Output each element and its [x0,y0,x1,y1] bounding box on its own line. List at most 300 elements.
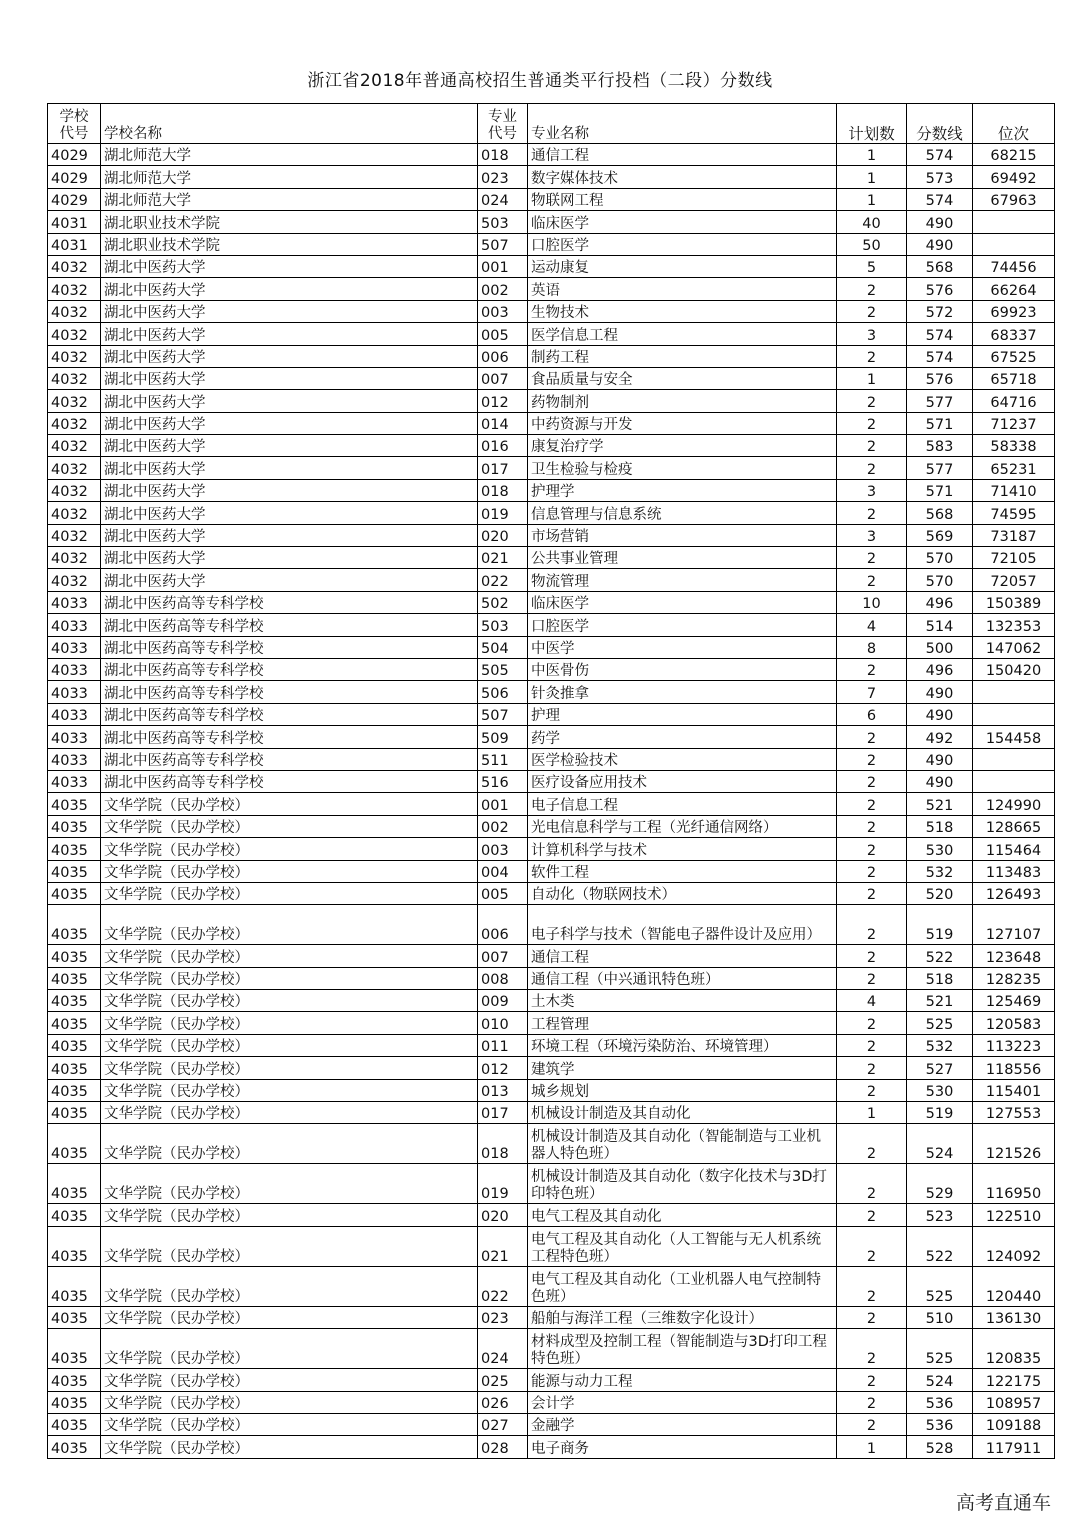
table-row [48,1057,1055,1079]
rank-cell: 71410 [973,479,1055,501]
major-name-cell: 电子商务 [528,1436,837,1458]
rank-cell: 124092 [973,1226,1055,1266]
major-code-cell: 006 [478,345,528,367]
major-code-cell: 027 [478,1413,528,1435]
rank-cell [973,233,1055,255]
major-name-cell: 医疗设备应用技术 [528,770,837,792]
plan-cell: 2 [837,412,907,434]
school-name-cell: 湖北中医药大学 [101,524,478,546]
major-name-cell: 光电信息科学与工程（光纤通信网络） [528,815,837,837]
major-code-cell: 024 [478,1329,528,1369]
table-row [48,569,1055,591]
plan-cell: 2 [837,882,907,904]
school-code-cell: 4035 [48,905,101,945]
major-code-cell: 022 [478,1266,528,1306]
school-code-cell: 4033 [48,658,101,680]
table-row [48,547,1055,569]
rank-cell: 154458 [973,726,1055,748]
rank-cell [973,211,1055,233]
score-cell: 527 [907,1057,973,1079]
table-row [48,323,1055,345]
table-row [48,793,1055,815]
score-cell: 518 [907,967,973,989]
school-code-cell: 4035 [48,1413,101,1435]
plan-cell: 50 [837,233,907,255]
score-cell: 525 [907,1266,973,1306]
plan-cell: 1 [837,367,907,389]
school-name-cell: 文华学院（民办学校） [101,1057,478,1079]
school-name-cell: 湖北中医药大学 [101,300,478,322]
plan-cell: 2 [837,502,907,524]
school-name-cell: 文华学院（民办学校） [101,1266,478,1306]
rank-cell: 68337 [973,323,1055,345]
school-code-cell: 4032 [48,278,101,300]
major-name-cell: 口腔医学 [528,233,837,255]
major-name-cell: 机械设计制造及其自动化 [528,1102,837,1124]
school-code-cell: 4029 [48,166,101,188]
school-name-cell: 湖北中医药大学 [101,479,478,501]
major-name-cell: 运动康复 [528,255,837,277]
table-row [48,1413,1055,1435]
major-name-cell: 中药资源与开发 [528,412,837,434]
plan-cell: 2 [837,1057,907,1079]
school-name-cell: 湖北中医药高等专科学校 [101,770,478,792]
header-rank: 位次 [973,104,1055,144]
school-code-cell: 4033 [48,726,101,748]
major-name-cell: 中医学 [528,636,837,658]
school-name-cell: 湖北师范大学 [101,144,478,166]
major-name-cell: 电子科学与技术（智能电子器件设计及应用） [528,905,837,945]
table-row [48,636,1055,658]
table-row [48,1369,1055,1391]
header-school-name: 学校名称 [101,104,478,144]
rank-cell: 122510 [973,1204,1055,1226]
table-row [48,435,1055,457]
table-row [48,882,1055,904]
plan-cell: 2 [837,860,907,882]
score-cell: 529 [907,1164,973,1204]
school-name-cell: 文华学院（民办学校） [101,990,478,1012]
major-code-cell: 017 [478,457,528,479]
school-name-cell: 文华学院（民办学校） [101,1226,478,1266]
school-name-cell: 文华学院（民办学校） [101,860,478,882]
score-cell: 514 [907,614,973,636]
score-cell: 570 [907,569,973,591]
major-name-cell: 医学检验技术 [528,748,837,770]
major-code-cell: 503 [478,211,528,233]
table-row [48,614,1055,636]
school-name-cell: 文华学院（民办学校） [101,1306,478,1328]
school-code-cell: 4029 [48,144,101,166]
school-name-cell: 湖北师范大学 [101,166,478,188]
school-name-cell: 湖北中医药大学 [101,345,478,367]
rank-cell [973,748,1055,770]
score-cell: 490 [907,681,973,703]
school-name-cell: 文华学院（民办学校） [101,1369,478,1391]
rank-cell: 127107 [973,905,1055,945]
school-name-cell: 湖北中医药大学 [101,435,478,457]
school-code-cell: 4032 [48,345,101,367]
score-cell: 532 [907,860,973,882]
school-code-cell: 4032 [48,300,101,322]
major-name-cell: 英语 [528,278,837,300]
score-cell: 568 [907,502,973,524]
major-name-cell: 软件工程 [528,860,837,882]
school-name-cell: 湖北中医药大学 [101,367,478,389]
plan-cell: 2 [837,1204,907,1226]
major-code-cell: 001 [478,255,528,277]
plan-cell: 2 [837,838,907,860]
plan-cell: 2 [837,1226,907,1266]
rank-cell: 150420 [973,658,1055,680]
major-name-cell: 船舶与海洋工程（三维数字化设计） [528,1306,837,1328]
school-code-cell: 4032 [48,524,101,546]
major-code-cell: 005 [478,323,528,345]
score-cell: 524 [907,1369,973,1391]
plan-cell: 1 [837,166,907,188]
rank-cell: 120835 [973,1329,1055,1369]
plan-cell: 2 [837,1012,907,1034]
plan-cell: 2 [837,793,907,815]
major-name-cell: 药物制剂 [528,390,837,412]
rank-cell: 115401 [973,1079,1055,1101]
score-cell: 572 [907,300,973,322]
rank-cell: 108957 [973,1391,1055,1413]
major-name-cell: 电子信息工程 [528,793,837,815]
rank-cell: 127553 [973,1102,1055,1124]
table-row [48,748,1055,770]
major-code-cell: 018 [478,1124,528,1164]
major-name-cell: 机械设计制造及其自动化（智能制造与工业机器人特色班） [528,1124,837,1164]
school-code-cell: 4035 [48,1391,101,1413]
table-row [48,591,1055,613]
rank-cell [973,681,1055,703]
major-code-cell: 002 [478,815,528,837]
major-code-cell: 007 [478,945,528,967]
table-row [48,905,1055,945]
rank-cell: 117911 [973,1436,1055,1458]
table-row [48,524,1055,546]
rank-cell: 125469 [973,990,1055,1012]
score-cell: 490 [907,211,973,233]
table-row [48,278,1055,300]
plan-cell: 2 [837,1369,907,1391]
school-code-cell: 4035 [48,882,101,904]
header-plan: 计划数 [837,104,907,144]
school-name-cell: 湖北中医药高等专科学校 [101,614,478,636]
school-name-cell: 湖北中医药大学 [101,412,478,434]
header-major-code: 专业 代号 [478,104,528,144]
major-name-cell: 材料成型及控制工程（智能制造与3D打印工程特色班） [528,1329,837,1369]
rank-cell: 122175 [973,1369,1055,1391]
major-name-cell: 机械设计制造及其自动化（数字化技术与3D打印特色班） [528,1164,837,1204]
school-code-cell: 4032 [48,457,101,479]
rank-cell: 69492 [973,166,1055,188]
table-row [48,233,1055,255]
major-code-cell: 516 [478,770,528,792]
plan-cell: 2 [837,1079,907,1101]
score-cell: 536 [907,1391,973,1413]
major-code-cell: 509 [478,726,528,748]
plan-cell: 1 [837,1102,907,1124]
score-cell: 524 [907,1124,973,1164]
rank-cell: 113483 [973,860,1055,882]
school-code-cell: 4033 [48,770,101,792]
school-code-cell: 4033 [48,681,101,703]
plan-cell: 2 [837,658,907,680]
major-name-cell: 中医骨伤 [528,658,837,680]
table-row [48,1266,1055,1306]
plan-cell: 1 [837,144,907,166]
score-cell: 490 [907,748,973,770]
table-row [48,658,1055,680]
school-code-cell: 4035 [48,1034,101,1056]
school-code-cell: 4031 [48,233,101,255]
plan-cell: 3 [837,524,907,546]
major-name-cell: 电气工程及其自动化 [528,1204,837,1226]
score-cell: 525 [907,1012,973,1034]
table-row [48,1306,1055,1328]
major-name-cell: 公共事业管理 [528,547,837,569]
major-code-cell: 003 [478,838,528,860]
score-cell: 573 [907,166,973,188]
score-cell: 510 [907,1306,973,1328]
major-code-cell: 018 [478,144,528,166]
score-cell: 490 [907,233,973,255]
score-cell: 523 [907,1204,973,1226]
major-code-cell: 502 [478,591,528,613]
table-row [48,390,1055,412]
school-name-cell: 文华学院（民办学校） [101,1204,478,1226]
plan-cell: 2 [837,1391,907,1413]
rank-cell: 150389 [973,591,1055,613]
school-code-cell: 4033 [48,591,101,613]
major-code-cell: 010 [478,1012,528,1034]
plan-cell: 5 [837,255,907,277]
rank-cell: 128235 [973,967,1055,989]
rank-cell: 115464 [973,838,1055,860]
school-name-cell: 湖北职业技术学院 [101,211,478,233]
score-cell: 577 [907,457,973,479]
major-code-cell: 024 [478,188,528,210]
table-row [48,1436,1055,1458]
score-cell: 521 [907,990,973,1012]
school-name-cell: 湖北中医药大学 [101,457,478,479]
major-code-cell: 505 [478,658,528,680]
rank-cell: 71237 [973,412,1055,434]
score-cell: 576 [907,367,973,389]
score-table [47,103,1055,1459]
school-code-cell: 4032 [48,479,101,501]
plan-cell: 2 [837,967,907,989]
plan-cell: 2 [837,770,907,792]
school-code-cell: 4032 [48,547,101,569]
plan-cell: 2 [837,1124,907,1164]
table-row [48,860,1055,882]
table-row [48,188,1055,210]
score-cell: 568 [907,255,973,277]
table-row [48,412,1055,434]
major-name-cell: 临床医学 [528,211,837,233]
school-code-cell: 4035 [48,1266,101,1306]
score-cell: 576 [907,278,973,300]
rank-cell: 67525 [973,345,1055,367]
major-code-cell: 023 [478,1306,528,1328]
rank-cell: 128665 [973,815,1055,837]
plan-cell: 3 [837,323,907,345]
school-code-cell: 4033 [48,748,101,770]
school-code-cell: 4033 [48,703,101,725]
school-code-cell: 4035 [48,860,101,882]
plan-cell: 2 [837,1164,907,1204]
table-row [48,345,1055,367]
school-code-cell: 4035 [48,1204,101,1226]
table-row [48,144,1055,166]
score-cell: 519 [907,905,973,945]
score-cell: 492 [907,726,973,748]
score-cell: 530 [907,1079,973,1101]
major-name-cell: 城乡规划 [528,1079,837,1101]
table-row [48,1012,1055,1034]
score-cell: 583 [907,435,973,457]
rank-cell [973,703,1055,725]
score-cell: 577 [907,390,973,412]
school-name-cell: 文华学院（民办学校） [101,1079,478,1101]
table-row [48,1391,1055,1413]
school-name-cell: 文华学院（民办学校） [101,905,478,945]
rank-cell: 73187 [973,524,1055,546]
score-cell: 571 [907,412,973,434]
major-name-cell: 信息管理与信息系统 [528,502,837,524]
plan-cell: 2 [837,1266,907,1306]
watermark-text: 高考直通车 [955,1492,1051,1514]
major-name-cell: 针灸推拿 [528,681,837,703]
school-code-cell: 4035 [48,1306,101,1328]
plan-cell: 2 [837,1306,907,1328]
plan-cell: 2 [837,905,907,945]
school-name-cell: 湖北中医药大学 [101,255,478,277]
score-cell: 571 [907,479,973,501]
table-row [48,457,1055,479]
score-cell: 574 [907,144,973,166]
score-cell: 574 [907,188,973,210]
score-cell: 570 [907,547,973,569]
major-code-cell: 017 [478,1102,528,1124]
school-code-cell: 4032 [48,569,101,591]
header-school-code: 学校 代号 [48,104,101,144]
school-code-cell: 4035 [48,1329,101,1369]
plan-cell: 2 [837,1034,907,1056]
rank-cell: 74456 [973,255,1055,277]
school-name-cell: 湖北中医药高等专科学校 [101,703,478,725]
table-row [48,815,1055,837]
major-name-cell: 通信工程 [528,945,837,967]
major-code-cell: 020 [478,524,528,546]
school-name-cell: 湖北中医药高等专科学校 [101,591,478,613]
rank-cell: 64716 [973,390,1055,412]
school-code-cell: 4031 [48,211,101,233]
major-code-cell: 012 [478,390,528,412]
major-name-cell: 物联网工程 [528,188,837,210]
table-row [48,255,1055,277]
school-code-cell: 4032 [48,255,101,277]
plan-cell: 8 [837,636,907,658]
school-code-cell: 4035 [48,1102,101,1124]
rank-cell: 116950 [973,1164,1055,1204]
rank-cell: 65231 [973,457,1055,479]
table-row [48,300,1055,322]
major-name-cell: 通信工程 [528,144,837,166]
table-row [48,1329,1055,1369]
major-code-cell: 025 [478,1369,528,1391]
score-cell: 525 [907,1329,973,1369]
major-name-cell: 会计学 [528,1391,837,1413]
school-name-cell: 文华学院（民办学校） [101,882,478,904]
rank-cell: 136130 [973,1306,1055,1328]
plan-cell: 2 [837,726,907,748]
school-name-cell: 湖北中医药大学 [101,278,478,300]
major-code-cell: 016 [478,435,528,457]
school-code-cell: 4033 [48,614,101,636]
rank-cell: 123648 [973,945,1055,967]
table-row [48,502,1055,524]
school-name-cell: 湖北职业技术学院 [101,233,478,255]
score-cell: 490 [907,770,973,792]
school-name-cell: 湖北中医药大学 [101,547,478,569]
header-score: 分数线 [907,104,973,144]
major-code-cell: 503 [478,614,528,636]
rank-cell: 126493 [973,882,1055,904]
major-code-cell: 018 [478,479,528,501]
school-name-cell: 湖北中医药高等专科学校 [101,636,478,658]
school-name-cell: 湖北中医药高等专科学校 [101,681,478,703]
table-row [48,726,1055,748]
major-code-cell: 012 [478,1057,528,1079]
table-row [48,681,1055,703]
major-code-cell: 013 [478,1079,528,1101]
plan-cell: 2 [837,435,907,457]
school-code-cell: 4032 [48,390,101,412]
rank-cell: 67963 [973,188,1055,210]
table-row [48,479,1055,501]
major-name-cell: 物流管理 [528,569,837,591]
table-row [48,1164,1055,1204]
major-code-cell: 028 [478,1436,528,1458]
major-code-cell: 011 [478,1034,528,1056]
page-title: 浙江省2018年普通高校招生普通类平行投档（二段）分数线 [307,71,773,91]
score-cell: 522 [907,1226,973,1266]
score-cell: 574 [907,345,973,367]
score-cell: 496 [907,591,973,613]
plan-cell: 2 [837,748,907,770]
major-name-cell: 口腔医学 [528,614,837,636]
rank-cell: 69923 [973,300,1055,322]
major-name-cell: 电气工程及其自动化（人工智能与无人机系统工程特色班） [528,1226,837,1266]
major-code-cell: 001 [478,793,528,815]
rank-cell: 147062 [973,636,1055,658]
score-cell: 520 [907,882,973,904]
school-code-cell: 4035 [48,1226,101,1266]
major-name-cell: 土木类 [528,990,837,1012]
school-name-cell: 文华学院（民办学校） [101,1413,478,1435]
table-row [48,967,1055,989]
school-name-cell: 文华学院（民办学校） [101,967,478,989]
school-name-cell: 湖北中医药高等专科学校 [101,748,478,770]
major-name-cell: 环境工程（环境污染防治、环境管理） [528,1034,837,1056]
school-name-cell: 文华学院（民办学校） [101,1034,478,1056]
rank-cell: 74595 [973,502,1055,524]
score-cell: 519 [907,1102,973,1124]
